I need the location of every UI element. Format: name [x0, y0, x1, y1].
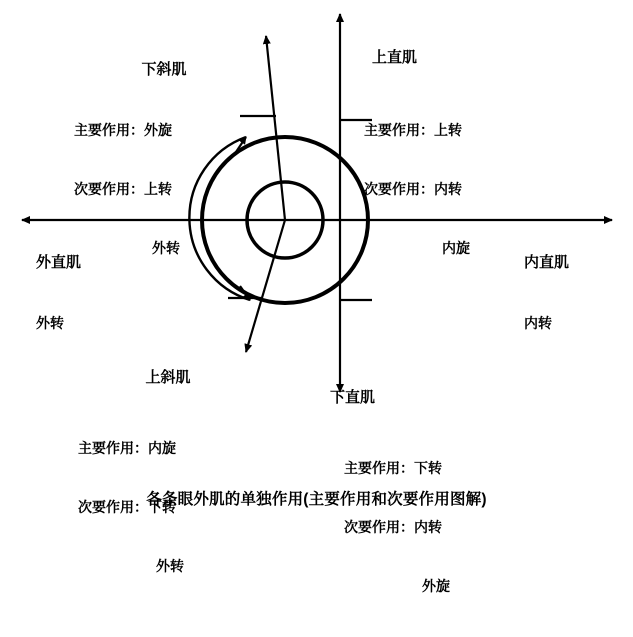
inferior-oblique-label — [74, 20, 254, 299]
superior-rectus-primary: 主要作用：上转 — [364, 121, 462, 138]
inferior-rectus-primary: 主要作用：下转 — [344, 459, 442, 476]
medial-rectus-label — [524, 213, 569, 373]
superior-oblique-label — [78, 328, 258, 617]
superior-oblique-secondary: 次要作用：下转 — [78, 499, 176, 515]
lateral-rectus-muscle-name: 外直肌 — [36, 254, 82, 271]
superior-rectus-secondary-extra: 内旋 — [442, 240, 470, 257]
superior-oblique-primary: 主要作用：内旋 — [78, 439, 176, 456]
inferior-oblique-muscle-name: 下斜肌 — [141, 61, 187, 78]
lateral-rectus-action: 外转 — [36, 314, 64, 331]
inferior-oblique-primary: 主要作用：外旋 — [74, 121, 172, 138]
inferior-oblique-secondary: 次要作用：上转 — [74, 181, 172, 197]
diagram-caption: 各条眼外肌的单独作用(主要作用和次要作用图解) — [146, 491, 487, 508]
superior-rectus-secondary: 次要作用：内转 — [364, 181, 462, 197]
superior-rectus-label — [364, 8, 470, 299]
inferior-rectus-secondary: 次要作用：内转 — [344, 519, 442, 535]
superior-oblique-muscle-name: 上斜肌 — [145, 369, 191, 386]
inferior-oblique-secondary-extra: 外转 — [152, 240, 180, 257]
medial-rectus-muscle-name: 内直肌 — [524, 254, 570, 271]
superior-rectus-muscle-name: 上直肌 — [372, 49, 418, 66]
medial-rectus-action: 内转 — [524, 314, 552, 331]
inferior-rectus-muscle-name: 下直肌 — [330, 389, 376, 406]
lateral-rectus-label — [36, 213, 81, 373]
superior-oblique-secondary-extra: 外转 — [156, 558, 184, 575]
inferior-rectus-secondary-extra: 外旋 — [422, 578, 450, 595]
